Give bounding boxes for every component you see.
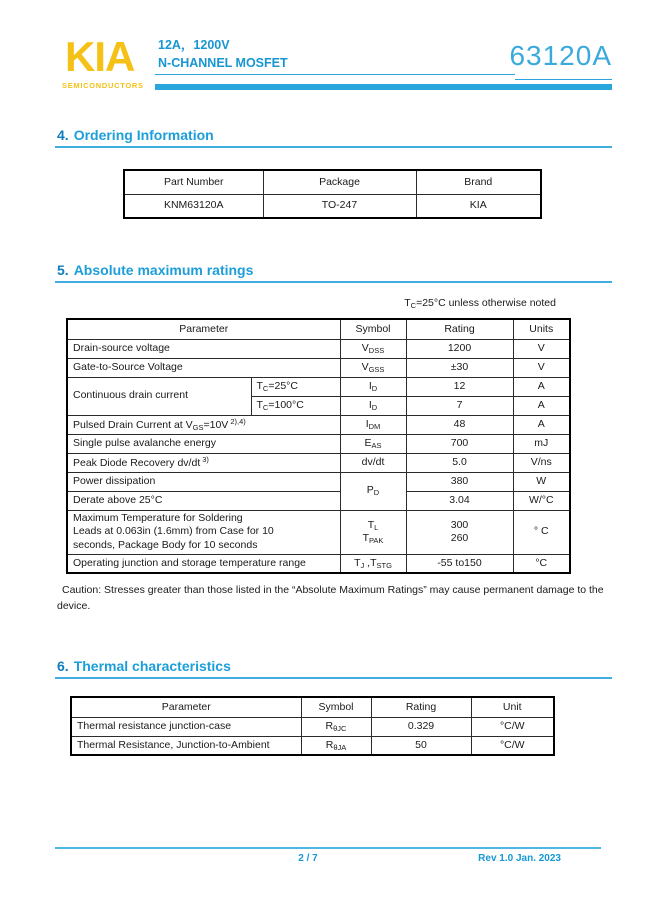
table-row [67, 554, 570, 573]
absolute-max-ratings-table [66, 318, 571, 574]
table-row [67, 358, 570, 377]
unit-cell: A [513, 377, 570, 396]
header-rule-thin-right [515, 79, 612, 80]
section-ordering-rule [55, 146, 612, 148]
symbol-cell: $I_D$ [340, 396, 406, 415]
conditions-note: $T_C=25^\circ C$ unless otherwise noted [404, 297, 556, 310]
section-number: 6. [57, 658, 69, 674]
unit-cell: A [513, 415, 570, 434]
param-cell: Gate-to-Source Voltage [67, 358, 340, 377]
rating-cell: 1200 [406, 339, 513, 358]
abs-col-parameter: Parameter [67, 319, 340, 339]
section-number: 5. [57, 262, 69, 278]
section-thermal-rule [55, 677, 612, 679]
rating-cell: 380 [406, 472, 513, 491]
thermal-characteristics-table [70, 696, 555, 756]
unit-cell: °C/W [471, 717, 554, 736]
page-number: 2 / 7 [298, 853, 318, 864]
table-row [71, 736, 554, 755]
revision-label: Rev 1.0 Jan. 2023 [478, 853, 561, 864]
unit-cell: V/ns [513, 453, 570, 472]
ordering-part-number: KNM63120A [124, 194, 263, 218]
symbol-cell: $E_{AS}$ [340, 434, 406, 453]
section-title: Thermal characteristics [73, 658, 231, 674]
rating-cell: 0.329 [371, 717, 471, 736]
rating-cell: 3.04 [406, 491, 513, 510]
device-spec [158, 36, 288, 72]
param-cell: Drain-source voltage [67, 339, 340, 358]
symbol-cell: $I_D$ [340, 377, 406, 396]
thermal-col-unit: Unit [471, 697, 554, 717]
param-cell: Thermal resistance junction-case [71, 717, 301, 736]
table-row [67, 415, 570, 434]
ordering-col-brand: Brand [416, 170, 541, 194]
param-cell: Pulsed Drain Current at $V_{GS}=10V$ $^{2),4)}$ [67, 415, 340, 434]
unit-cell: W/°C [513, 491, 570, 510]
unit-cell: ° C [513, 510, 570, 554]
table-row [67, 434, 570, 453]
table-row [67, 472, 570, 491]
section-abs-max-rule [55, 281, 612, 283]
table-row [67, 510, 570, 554]
abs-col-rating: Rating [406, 319, 513, 339]
thermal-col-symbol: Symbol [301, 697, 371, 717]
footer-rule [55, 847, 601, 849]
ordering-table [123, 169, 542, 219]
rating-cell: 5.0 [406, 453, 513, 472]
brand-logo [62, 33, 158, 90]
rating-cell: 700 [406, 434, 513, 453]
table-row [67, 491, 570, 510]
param-cell: Maximum Temperature for Soldering Leads at 0.063in (1.6mm) from Case for 10 seconds, Package Body for 10 seconds [67, 510, 340, 554]
condition-cell: $T_C=25^\circ C$ [251, 377, 340, 396]
part-number-title: 63120A [509, 40, 612, 71]
symbol-cell: $T_L$ $T_{PAK}$ [340, 510, 406, 554]
symbol-cell: dv/dt [340, 453, 406, 472]
unit-cell: W [513, 472, 570, 491]
abs-col-symbol: Symbol [340, 319, 406, 339]
section-number: 4. [57, 127, 69, 143]
param-cell: Peak Diode Recovery dv/dt $^{3)}$ [67, 453, 340, 472]
param-cell: Operating junction and storage temperature range [67, 554, 340, 573]
ordering-col-part-number: Part Number [124, 170, 263, 194]
ordering-col-package: Package [263, 170, 416, 194]
symbol-cell: $V_{DSS}$ [340, 339, 406, 358]
section-ordering-heading [57, 127, 214, 143]
header-rule-thin [155, 74, 515, 75]
rating-cell: -55 to150 [406, 554, 513, 573]
unit-cell: V [513, 339, 570, 358]
param-cell: Power dissipation [67, 472, 340, 491]
brand-logo-subtext: SEMICONDUCTORS [62, 81, 144, 90]
rating-cell: 7 [406, 396, 513, 415]
section-abs-max-heading [57, 262, 253, 278]
table-row [67, 377, 570, 396]
thermal-col-parameter: Parameter [71, 697, 301, 717]
table-row [124, 194, 541, 218]
table-row [67, 453, 570, 472]
rating-cell: 48 [406, 415, 513, 434]
section-title: Ordering Information [73, 127, 214, 143]
device-spec-line1: 12A，1200V [158, 38, 230, 52]
section-thermal-heading [57, 658, 231, 674]
param-cell: Single pulse avalanche energy [67, 434, 340, 453]
table-row [71, 717, 554, 736]
brand-logo-text: KIA [65, 33, 135, 80]
section-title: Absolute maximum ratings [73, 262, 254, 278]
symbol-cell: $I_{DM}$ [340, 415, 406, 434]
rating-cell: 50 [371, 736, 471, 755]
symbol-cell: $V_{GSS}$ [340, 358, 406, 377]
symbol-cell: $R_{\theta JA}$ [301, 736, 371, 755]
unit-cell: mJ [513, 434, 570, 453]
unit-cell: °C/W [471, 736, 554, 755]
symbol-cell: $P_D$ [340, 472, 406, 510]
caution-text: Caution: Stresses greater than those listed in the “Absolute Maximum Ratings” may cause permanent damage to the device. [57, 584, 604, 612]
thermal-col-rating: Rating [371, 697, 471, 717]
device-spec-line2: N-CHANNEL MOSFET [158, 56, 288, 70]
unit-cell: V [513, 358, 570, 377]
condition-cell: $T_C=100^\circ C$ [251, 396, 340, 415]
symbol-cell: $T_J$ $,T_{STG}$ [340, 554, 406, 573]
unit-cell: °C [513, 554, 570, 573]
header-rule-thick [155, 84, 612, 90]
rating-cell: 300 260 [406, 510, 513, 554]
param-cell: Continuous drain current [67, 377, 251, 415]
param-cell: Derate above 25°C [67, 491, 340, 510]
rating-cell: ±30 [406, 358, 513, 377]
rating-cell: 12 [406, 377, 513, 396]
param-cell: Thermal Resistance, Junction-to-Ambient [71, 736, 301, 755]
ordering-brand: KIA [416, 194, 541, 218]
symbol-cell: $R_{\theta JC}$ [301, 717, 371, 736]
abs-col-units: Units [513, 319, 570, 339]
ordering-package: TO-247 [263, 194, 416, 218]
table-row [67, 339, 570, 358]
unit-cell: A [513, 396, 570, 415]
